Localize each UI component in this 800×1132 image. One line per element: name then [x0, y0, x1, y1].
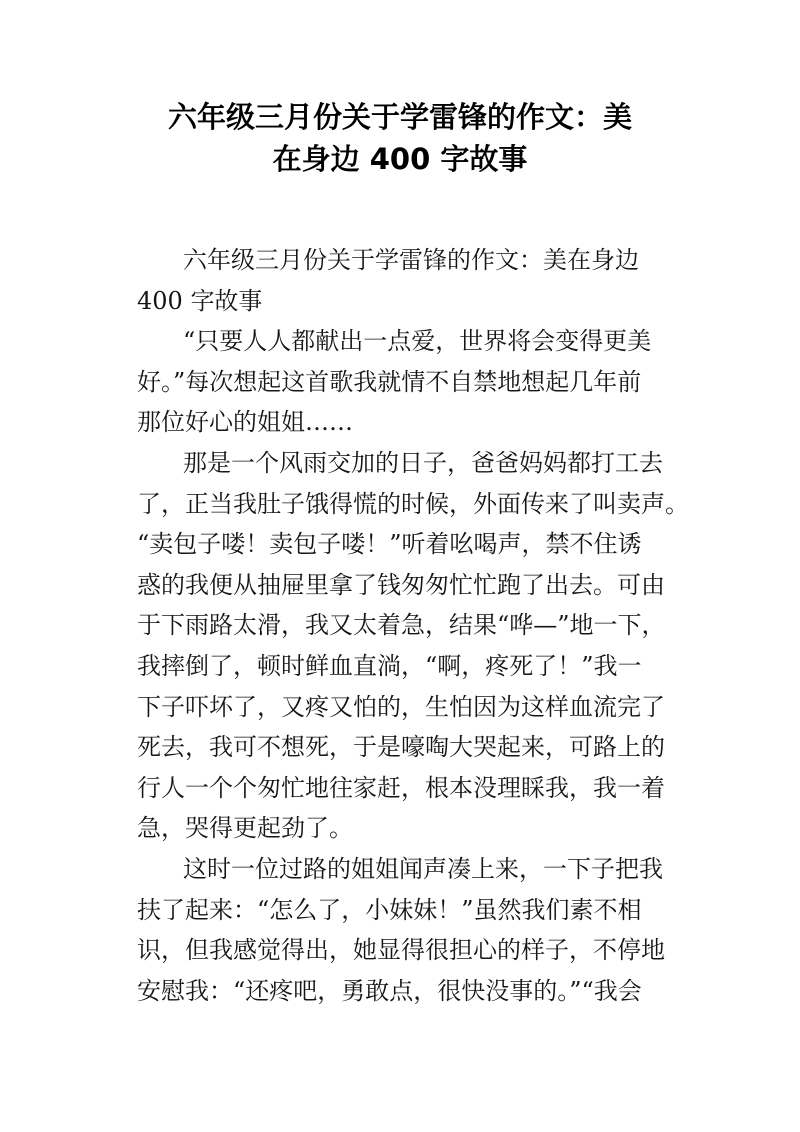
body-line: 好。”每次想起这首歌我就情不自禁地想起几年前 — [137, 367, 642, 396]
body-line: 行人一个个匆忙地往家赶，根本没理睬我，我一着 — [137, 773, 665, 802]
body-line: 400 字故事 — [137, 286, 263, 315]
body-line: 识，但我感觉得出，她显得很担心的样子，不停地 — [137, 936, 665, 965]
body-line: 那位好心的姐姐…… — [137, 408, 353, 437]
body-line: “卖包子喽！卖包子喽！”听着吆喝声，禁不住诱 — [137, 530, 642, 559]
body-line: 那是一个风雨交加的日子，爸爸妈妈都打工去 — [183, 448, 663, 477]
document-body — [137, 240, 689, 1011]
body-line: 了，正当我肚子饿得慌的时候，外面传来了叫卖声。 — [137, 489, 689, 518]
body-line: 扶了起来：“怎么了，小妹妹！”虽然我们素不相 — [137, 895, 642, 924]
body-line: 惑的我便从抽屉里拿了钱匆匆忙忙跑了出去。可由 — [137, 570, 665, 599]
body-line: “只要人人都献出一点爱，世界将会变得更美 — [183, 327, 652, 356]
body-line: 下子吓坏了，又疼又怕的，生怕因为这样血流完了 — [137, 692, 665, 721]
title-line-1: 六年级三月份关于学雷锋的作文：美 — [167, 100, 632, 134]
body-line: 死去，我可不想死，于是嚎啕大哭起来，可路上的 — [137, 733, 665, 762]
body-line: 这时一位过路的姐姐闻声凑上来，一下子把我 — [183, 854, 663, 883]
body-line: 急，哭得更起劲了。 — [137, 814, 353, 843]
body-line: 于下雨路太滑，我又太着急，结果“哗—”地一下， — [137, 611, 666, 640]
title-line-2: 在身边 400 字故事 — [272, 142, 528, 176]
body-line: 安慰我：“还疼吧，勇敢点，很快没事的。”“我会 — [137, 976, 642, 1005]
body-line: 我摔倒了，顿时鲜血直淌，“啊，疼死了！”我一 — [137, 651, 642, 680]
document-title — [100, 96, 700, 180]
body-line: 六年级三月份关于学雷锋的作文：美在身边 — [183, 246, 639, 274]
